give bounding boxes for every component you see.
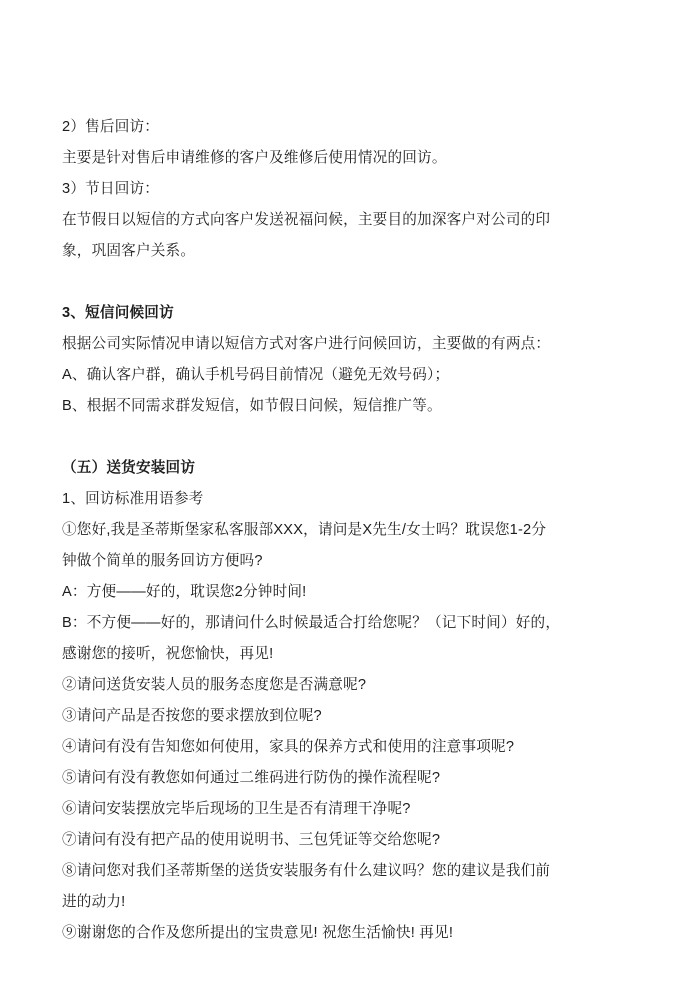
paragraph: B：不方便——好的，那请问什么时候最适合打给您呢？（记下时间）好的， [62, 615, 561, 631]
section-subheading: 1、回访标准用语参考 [62, 491, 204, 507]
paragraph: 进的动力! [62, 894, 126, 910]
paragraph: ②请问送货安装人员的服务态度您是否满意呢? [62, 677, 367, 693]
section-delivery-install-visit [62, 453, 618, 949]
section-sms-greeting-visit [62, 298, 618, 422]
section-after-sales-visit [62, 112, 618, 174]
paragraph: 2）售后回访： [62, 119, 160, 135]
paragraph: 象，巩固客户关系。 [62, 243, 196, 259]
paragraph: A：方便——好的，耽误您2分钟时间! [62, 584, 307, 600]
paragraph: 钟做个简单的服务回访方便吗? [62, 553, 263, 569]
paragraph: ⑦请问有没有把产品的使用说明书、三包凭证等交给您呢? [62, 832, 441, 848]
section-heading: 3、短信问候回访 [62, 305, 174, 321]
paragraph: 根据公司实际情况申请以短信方式对客户进行问候回访，主要做的有两点： [62, 336, 551, 352]
paragraph: B、根据不同需求群发短信，如节假日问候，短信推广等。 [62, 398, 442, 414]
section-holiday-visit [62, 174, 618, 267]
paragraph: ⑨谢谢您的合作及您所提出的宝贵意见! 祝您生活愉快! 再见! [62, 925, 454, 941]
paragraph: A、确认客户群，确认手机号码目前情况（避免无效号码）； [62, 367, 450, 383]
paragraph: 在节假日以短信的方式向客户发送祝福问候，主要目的加深客户对公司的印 [62, 212, 551, 228]
paragraph: ⑥请问安装摆放完毕后现场的卫生是否有清理干净呢? [62, 801, 411, 817]
paragraph: ③请问产品是否按您的要求摆放到位呢? [62, 708, 322, 724]
paragraph: 3）节日回访： [62, 181, 160, 197]
paragraph: ①您好,我是圣蒂斯堡家私客服部XXX，请问是X先生/女士吗？耽误您1-2分 [62, 522, 547, 538]
spacer [62, 422, 618, 453]
paragraph: 感谢您的接听，祝您愉快，再见! [62, 646, 274, 662]
paragraph: ④请问有没有告知您如何使用，家具的保养方式和使用的注意事项呢? [62, 739, 515, 755]
paragraph: ⑧请问您对我们圣蒂斯堡的送货安装服务有什么建议吗？您的建议是我们前 [62, 863, 551, 879]
paragraph: ⑤请问有没有教您如何通过二维码进行防伪的操作流程呢? [62, 770, 441, 786]
document-body [62, 112, 618, 949]
spacer [62, 267, 618, 298]
section-heading: （五）送货安装回访 [62, 460, 196, 476]
paragraph: 主要是针对售后申请维修的客户及维修后使用情况的回访。 [62, 150, 447, 166]
